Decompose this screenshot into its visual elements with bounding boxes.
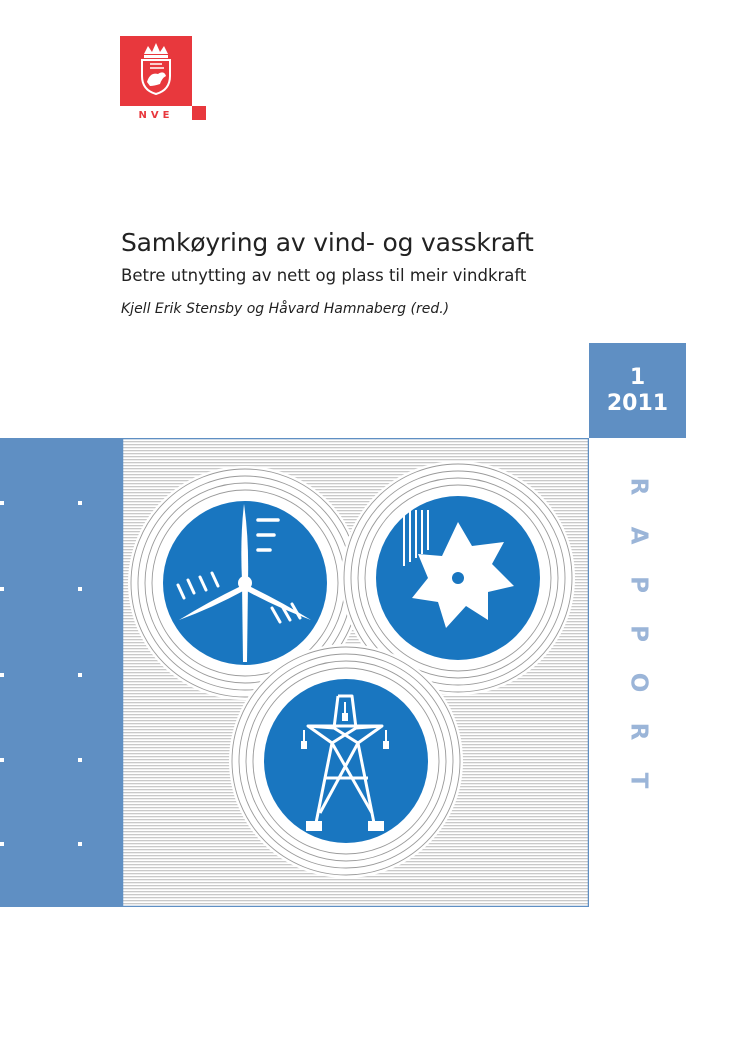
left-blue-bar (0, 438, 122, 907)
dot (0, 842, 4, 846)
rapport-vertical-label (620, 462, 656, 805)
rapport-letter: P (625, 576, 652, 593)
cover-illustration (122, 438, 589, 907)
rapport-letter: R (625, 477, 652, 496)
report-subtitle: Betre utnytting av nett og plass til meir vindkraft (121, 266, 527, 285)
dot (78, 842, 82, 846)
dot (78, 501, 82, 505)
dot (78, 758, 82, 762)
power-pylon-icon (229, 644, 463, 878)
report-authors: Kjell Erik Stensby og Håvard Hamnaberg (red.) (121, 301, 450, 317)
report-number: 1 (629, 364, 646, 390)
dot (0, 673, 4, 677)
dot (0, 758, 4, 762)
logo-text: NVE (138, 110, 174, 120)
dot (78, 673, 82, 677)
nve-logo (120, 36, 206, 120)
dot (78, 587, 82, 591)
report-year: 2011 (606, 390, 669, 416)
report-title: Samkøyring av vind- og vasskraft (121, 228, 534, 257)
rapport-letter: P (625, 625, 652, 642)
dot (0, 501, 4, 505)
dot (0, 587, 4, 591)
rapport-letter: A (625, 526, 652, 545)
report-number-box (589, 343, 686, 438)
rapport-letter: O (625, 672, 652, 693)
rapport-letter: T (625, 772, 652, 789)
rapport-letter: R (625, 722, 652, 741)
